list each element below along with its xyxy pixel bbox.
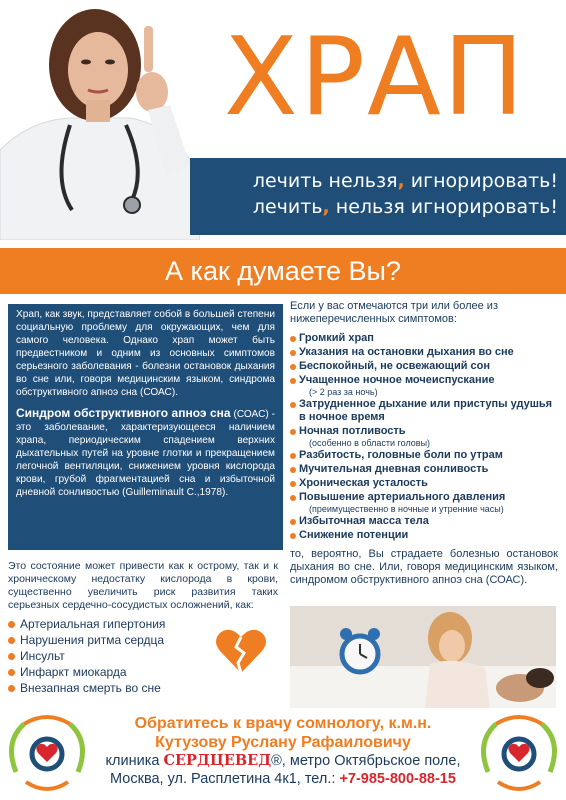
symptom-item: Снижение потенции [290,529,558,542]
symptom-item: Громкий храп [290,332,558,345]
question-banner [0,248,566,294]
symptoms-list [290,332,558,542]
complication-item: Инфаркт миокарда [8,664,278,680]
doctor-illustration [0,0,200,240]
complications-intro: Это состояние может привести как к острому, так и к хроническому недостатку кислорода в крови, существенно увеличить риск развития таких серьезных сердечно-сосудистых осложнений, как: [8,560,278,611]
question-text: А как думаете Вы? [165,256,401,286]
broken-heart-icon [214,627,268,675]
info-heading: Синдром обструктивного апноэ сна [16,406,231,420]
clinic-name: СЕРДЦЕВЕД [163,752,272,769]
phone-number: +7-985-800-88-15 [339,771,456,787]
symptom-item: Беспокойный, не освежающий сон [290,360,558,373]
clinic-logo [4,712,90,798]
symptom-item: Учащенное ночное мочеиспускание (> 2 раз за ночь) [290,374,558,397]
symptom-item: Разбитость, головные боли по утрам [290,449,558,462]
clinic-line: клиника СЕРДЦЕВЕД®, метро Октябрьское поле, [105,752,461,769]
symptom-item: Мучительная дневная сонливость [290,463,558,476]
symptom-note: (преимущественно в ночные и утренние часы) [309,504,504,514]
symptom-note: (особенно в области головы) [309,438,431,448]
symptom-item: Затрудненное дыхание или приступы удушья в ночное время [290,398,558,424]
complication-item: Инсульт [8,648,278,664]
symptoms-intro: Если у вас отмечаются три или более из нижеперечисленных симптомов: [290,300,498,325]
slogan-line-2: лечить, нельзя игнорировать! [252,196,558,218]
complication-item: Внезапная смерть во сне [8,680,278,696]
symptom-item: Указания на остановки дыхания во сне [290,346,558,359]
complication-item: Артериальная гипертония [8,616,278,632]
symptom-item: Ночная потливость (особенно в области головы) [290,425,558,448]
clinic-logo [476,712,562,798]
contact-block [92,714,474,788]
sleeping-couple-photo [290,606,556,708]
info-paragraph-2: Синдром обструктивного апноэ сна (СОАС) - это заболевание, характеризующееся наличием храпа, периодическим спадением верхних дыхательных путей на уровне глотки и прекращением легочной вентиляции, снижением уровня кислорода крови, грубой фрагментацией сна и избыточной дневной сонливостью (Guilleminault C.,1978). [16,406,275,498]
symptom-note: (> 2 раз за ночь) [309,387,378,397]
footer [0,712,566,800]
symptom-item: Избыточная масса тела [290,515,558,528]
info-block [8,304,283,550]
contact-line-2: Кутузову Руслану Рафаиловичу [155,734,411,751]
symptom-item: Хроническая усталость [290,477,558,490]
page-title: ХРАП [223,15,527,140]
slogan-line-1: лечить нельзя, игнорировать! [252,170,558,192]
info-paragraph-1: Храп, как звук, представляет собой в большей степени социальную проблему для окружающих, чем для самого человека. Однако храп может быть предвестником и одним из основных симптомов серьезного заболевания - болезни остановок дыхания во сне или, говоря медицинским языком, синдрома обструктивного апноэ сна (СОАС). [16,309,275,398]
symptoms-section [290,300,558,587]
symptoms-conclusion: то, вероятно, Вы страдаете болезнью остановок дыхания во сне. Или, говоря медицинским языком, синдромом обструктивного апноэ сна (СОАС). [290,548,558,586]
slogan-banner [190,158,566,235]
symptom-item: Повышение артериального давления (преимущественно в ночные и утренние часы) [290,491,558,514]
contact-line-1: Обратитесь к врачу сомнологу, к.м.н. [134,715,432,732]
address-line: Москва, ул. Расплетина 4к1, тел.: +7-985-800-88-15 [110,771,456,787]
complication-item: Нарушения ритма сердца [8,632,278,648]
